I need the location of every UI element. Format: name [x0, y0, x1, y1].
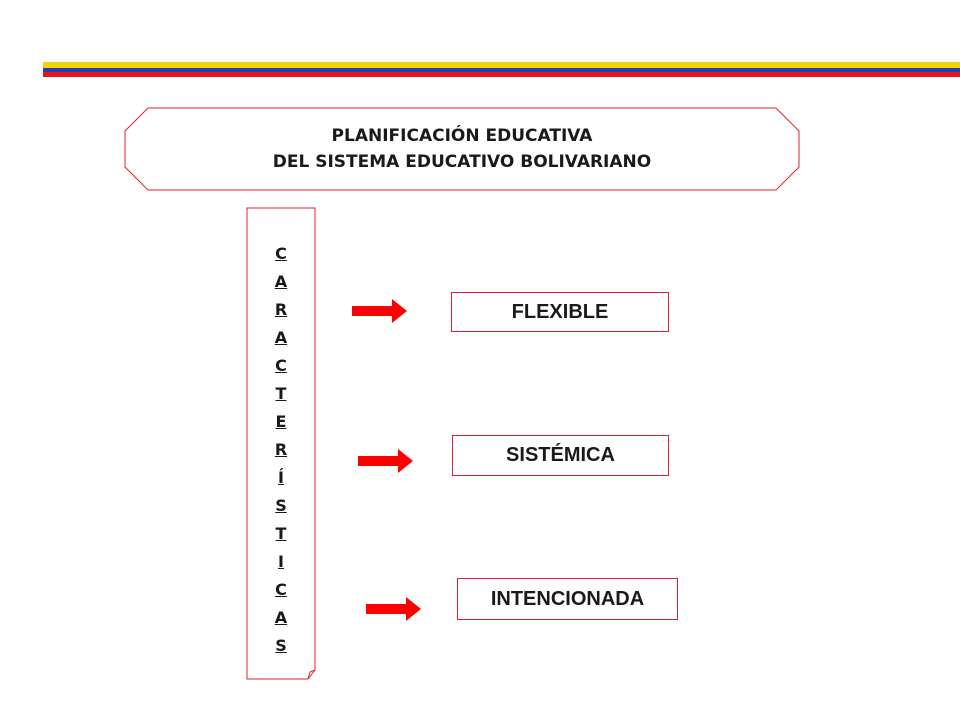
right-arrow-icon	[352, 298, 408, 324]
vertical-letter: A	[274, 272, 288, 291]
vertical-letter: A	[274, 328, 288, 347]
right-arrow-icon	[366, 596, 422, 622]
vertical-letter: E	[275, 412, 287, 431]
characteristic-label: FLEXIBLE	[511, 300, 609, 323]
title-line-2: DEL SISTEMA EDUCATIVO BOLIVARIANO	[272, 152, 652, 172]
title-line-1: PLANIFICACIÓN EDUCATIVA	[331, 126, 593, 146]
characteristic-box-flexible	[451, 292, 669, 332]
vertical-letter: C	[275, 580, 287, 599]
vertical-letter: A	[274, 608, 288, 627]
vertical-letter: S	[275, 636, 287, 655]
vertical-letter: S	[275, 496, 287, 515]
characteristic-box-sistemica	[452, 435, 669, 476]
characteristics-label-text	[247, 240, 315, 660]
vertical-letter: R	[274, 440, 288, 459]
characteristic-box-intencionada	[457, 578, 678, 620]
vertical-letter: C	[275, 244, 287, 263]
vertical-letter: R	[274, 300, 288, 319]
vertical-letter: T	[275, 384, 287, 403]
characteristics-vertical-label	[247, 240, 315, 660]
vertical-letter: I	[278, 552, 284, 571]
right-arrow-icon	[358, 448, 414, 474]
vertical-letter: T	[275, 524, 287, 543]
characteristic-label: INTENCIONADA	[490, 587, 645, 610]
vertical-letter: Í	[278, 468, 284, 487]
characteristic-label: SISTÉMICA	[506, 444, 615, 466]
vertical-letter: C	[275, 356, 287, 375]
